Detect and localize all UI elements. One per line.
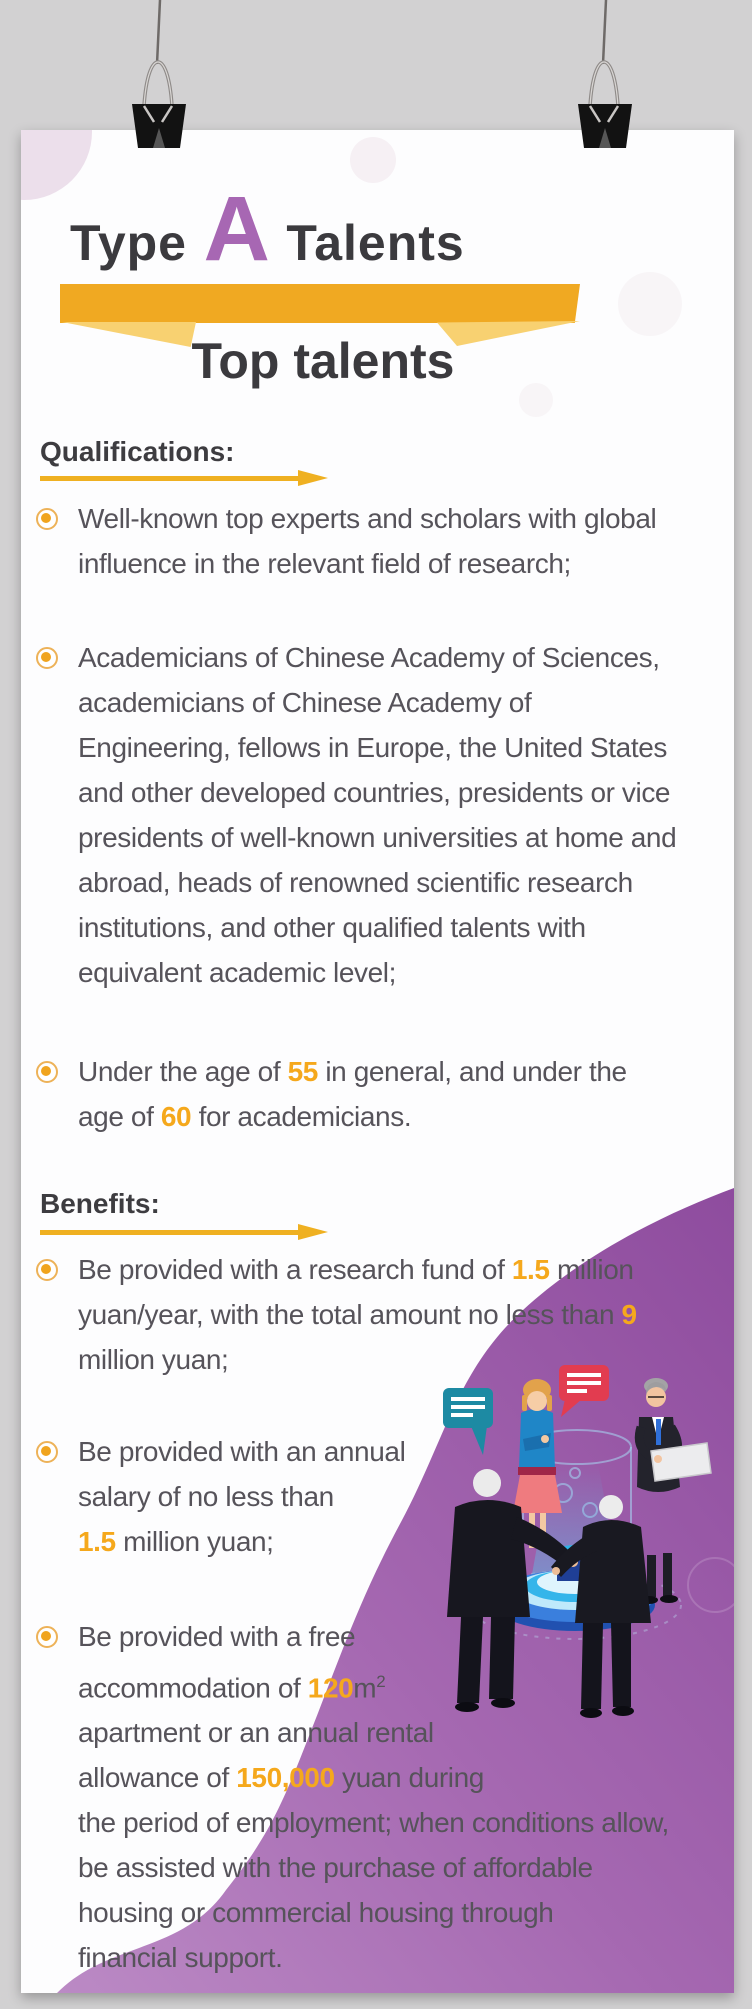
heading-arrow-icon [40,470,328,486]
bullet-icon [36,1259,58,1281]
text-line: Well-known top experts and scholars with global [78,503,657,534]
executive-with-laptop-icon [637,1378,711,1604]
bullet-item [78,635,676,995]
bullet-icon [36,647,58,669]
bullet-item [78,1049,627,1139]
text-line: Academicians of Chinese Academy of Sciences, [78,642,660,673]
text-line: yuan/year, with the total amount no less than 9 [78,1299,637,1330]
binder-clip-icon [124,0,194,150]
text-line: Be provided with a free [78,1621,356,1652]
text-line: presidents of well-known universities at home and [78,822,677,853]
subtitle: Top talents [191,333,455,389]
bullet-icon [36,1441,58,1463]
bullet-icon [36,1626,58,1648]
text-line: 1.5 million yuan; [78,1526,274,1557]
text-line: accommodation of $120m^2$ [78,1672,386,1704]
text-line: Be provided with an annual [78,1436,406,1467]
text-line: Engineering, fellows in Europe, the United States [78,732,667,763]
text-line: age of 60 for academicians. [78,1101,412,1132]
text-line: influence in the relevant field of research; [78,548,571,579]
text-line: salary of no less than [78,1481,334,1512]
arrow-head [298,1224,328,1240]
title-part1: Type [70,215,187,271]
qualifications-heading: Qualifications: [40,436,235,467]
arrow-shaft [40,1230,298,1235]
text-line: equivalent academic level; [78,957,397,988]
bullet-item [78,1247,637,1382]
arrow-shaft [40,476,298,481]
text-line: be assisted with the purchase of affordable [78,1852,593,1884]
text-line: and other developed countries, presidents or vice [78,777,671,808]
text-line: million yuan; [78,1344,229,1375]
title-accent-letter: A [203,178,270,280]
bullet-item [78,496,656,586]
bullet-icon [36,508,58,530]
text-line: financial support. [78,1942,283,1974]
speech-bubble-teal-icon [443,1388,493,1455]
text-line: institutions, and other qualified talents with [78,912,586,943]
ribbon-banner [60,284,580,323]
text-line: abroad, heads of renowned scientific research [78,867,633,898]
text-line: housing or commercial housing through [78,1897,554,1929]
text-line: academicians of Chinese Academy of [78,687,532,718]
bullet-item [78,1429,405,1564]
poster [21,130,734,1993]
text-line: the period of employment; when conditions allow, [78,1807,669,1839]
heading-arrow-icon [40,1224,328,1240]
arrow-head [298,470,328,486]
binder-clip-icon [570,0,640,150]
bullet-icon [36,1061,58,1083]
page-title [70,178,465,280]
text-line: Be provided with a research fund of 1.5 million [78,1254,634,1285]
text-line: allowance of 150,000 yuan during [78,1762,484,1794]
text-line: Under the age of 55 in general, and under the [78,1056,627,1087]
benefits-heading: Benefits: [40,1188,160,1219]
bullet-item [78,1614,669,1980]
text-line: apartment or an annual rental [78,1717,434,1749]
title-part2: Talents [286,215,465,271]
